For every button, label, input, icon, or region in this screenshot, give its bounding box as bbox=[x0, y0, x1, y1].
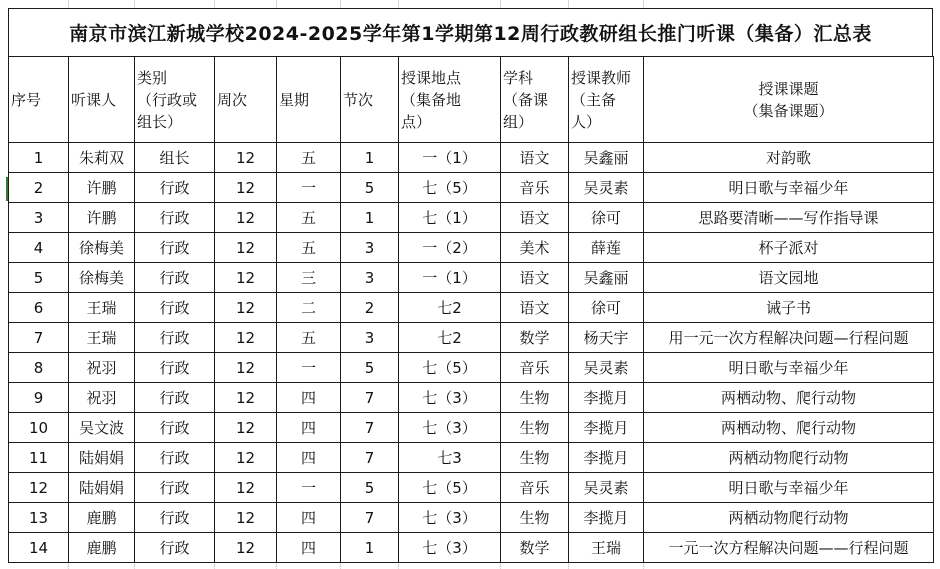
cell-weekday[interactable]: 四 bbox=[277, 443, 341, 473]
cell-period[interactable]: 2 bbox=[341, 293, 399, 323]
cell-subject[interactable]: 美术 bbox=[501, 233, 569, 263]
header-period[interactable]: 节次 bbox=[341, 57, 399, 143]
cell-week[interactable]: 12 bbox=[215, 143, 277, 173]
cell-topic[interactable]: 一元一次方程解决问题——行程问题 bbox=[644, 533, 934, 563]
table-row bbox=[9, 143, 934, 173]
cell-category[interactable]: 行政 bbox=[135, 323, 215, 353]
cell-week[interactable]: 12 bbox=[215, 383, 277, 413]
cell-teacher[interactable]: 王瑞 bbox=[569, 533, 644, 563]
cell-subject[interactable]: 音乐 bbox=[501, 473, 569, 503]
cell-listener[interactable]: 徐梅美 bbox=[69, 263, 135, 293]
cell-location[interactable]: 七（3） bbox=[399, 503, 501, 533]
cell-subject[interactable]: 生物 bbox=[501, 503, 569, 533]
cell-location[interactable]: 七3 bbox=[399, 443, 501, 473]
table-row bbox=[9, 233, 934, 263]
cell-period[interactable]: 7 bbox=[341, 413, 399, 443]
cell-week[interactable]: 12 bbox=[215, 233, 277, 263]
cell-weekday[interactable]: 四 bbox=[277, 503, 341, 533]
cell-week[interactable]: 12 bbox=[215, 533, 277, 563]
cell-topic[interactable]: 两栖动物、爬行动物 bbox=[644, 413, 934, 443]
table-row bbox=[9, 293, 934, 323]
header-row bbox=[9, 57, 934, 143]
cell-topic[interactable]: 对韵歌 bbox=[644, 143, 934, 173]
cell-no[interactable]: 3 bbox=[9, 203, 69, 233]
cell-teacher[interactable]: 吴灵素 bbox=[569, 473, 644, 503]
cell-topic[interactable]: 用一元一次方程解决问题—行程问题 bbox=[644, 323, 934, 353]
cell-topic[interactable]: 明日歌与幸福少年 bbox=[644, 173, 934, 203]
cell-listener[interactable]: 陆娟娟 bbox=[69, 473, 135, 503]
cell-period[interactable]: 5 bbox=[341, 173, 399, 203]
cell-listener[interactable]: 鹿鹏 bbox=[69, 503, 135, 533]
header-teacher[interactable]: 授课教师 （主备 人） bbox=[569, 57, 644, 143]
cell-subject[interactable]: 语文 bbox=[501, 293, 569, 323]
cell-listener[interactable]: 陆娟娟 bbox=[69, 443, 135, 473]
cell-category[interactable]: 行政 bbox=[135, 383, 215, 413]
cell-teacher[interactable]: 吴鑫丽 bbox=[569, 143, 644, 173]
header-weekday[interactable]: 星期 bbox=[277, 57, 341, 143]
cell-subject[interactable]: 生物 bbox=[501, 383, 569, 413]
cell-no[interactable]: 2 bbox=[9, 173, 69, 203]
cell-teacher[interactable]: 徐可 bbox=[569, 203, 644, 233]
cell-teacher[interactable]: 李揽月 bbox=[569, 413, 644, 443]
table-body bbox=[9, 143, 934, 563]
cell-listener[interactable]: 王瑞 bbox=[69, 293, 135, 323]
cell-no[interactable]: 7 bbox=[9, 323, 69, 353]
cell-location[interactable]: 一（2） bbox=[399, 233, 501, 263]
cell-no[interactable]: 12 bbox=[9, 473, 69, 503]
cell-location[interactable]: 七（3） bbox=[399, 383, 501, 413]
cell-week[interactable]: 12 bbox=[215, 323, 277, 353]
cell-subject[interactable]: 音乐 bbox=[501, 173, 569, 203]
cell-week[interactable]: 12 bbox=[215, 293, 277, 323]
cell-teacher[interactable]: 徐可 bbox=[569, 293, 644, 323]
header-listener[interactable]: 听课人 bbox=[69, 57, 135, 143]
cell-period[interactable]: 3 bbox=[341, 263, 399, 293]
table-row bbox=[9, 353, 934, 383]
cell-period[interactable]: 7 bbox=[341, 383, 399, 413]
cell-category[interactable]: 行政 bbox=[135, 533, 215, 563]
table-row bbox=[9, 323, 934, 353]
cell-category[interactable]: 组长 bbox=[135, 143, 215, 173]
cell-listener[interactable]: 祝羽 bbox=[69, 383, 135, 413]
cell-weekday[interactable]: 五 bbox=[277, 203, 341, 233]
cell-listener[interactable]: 王瑞 bbox=[69, 323, 135, 353]
cell-no[interactable]: 11 bbox=[9, 443, 69, 473]
summary-table bbox=[8, 56, 934, 563]
cell-teacher[interactable]: 李揽月 bbox=[569, 443, 644, 473]
cell-location[interactable]: 七（3） bbox=[399, 413, 501, 443]
cell-topic[interactable]: 杯子派对 bbox=[644, 233, 934, 263]
cell-location[interactable]: 七2 bbox=[399, 293, 501, 323]
table-row bbox=[9, 443, 934, 473]
cell-week[interactable]: 12 bbox=[215, 173, 277, 203]
cell-teacher[interactable]: 李揽月 bbox=[569, 503, 644, 533]
cell-topic[interactable]: 明日歌与幸福少年 bbox=[644, 473, 934, 503]
header-week[interactable]: 周次 bbox=[215, 57, 277, 143]
cell-listener[interactable]: 鹿鹏 bbox=[69, 533, 135, 563]
cell-weekday[interactable]: 四 bbox=[277, 383, 341, 413]
cell-week[interactable]: 12 bbox=[215, 263, 277, 293]
cell-topic[interactable]: 两栖动物、爬行动物 bbox=[644, 383, 934, 413]
cell-weekday[interactable]: 一 bbox=[277, 173, 341, 203]
cell-teacher[interactable]: 李揽月 bbox=[569, 383, 644, 413]
cell-category[interactable]: 行政 bbox=[135, 443, 215, 473]
cell-category[interactable]: 行政 bbox=[135, 473, 215, 503]
cell-week[interactable]: 12 bbox=[215, 473, 277, 503]
cell-week[interactable]: 12 bbox=[215, 353, 277, 383]
cell-location[interactable]: 七（5） bbox=[399, 473, 501, 503]
cell-weekday[interactable]: 二 bbox=[277, 293, 341, 323]
cell-no[interactable]: 9 bbox=[9, 383, 69, 413]
cell-location[interactable]: 一（1） bbox=[399, 263, 501, 293]
cell-category[interactable]: 行政 bbox=[135, 353, 215, 383]
cell-weekday[interactable]: 四 bbox=[277, 413, 341, 443]
cell-period[interactable]: 1 bbox=[341, 143, 399, 173]
cell-week[interactable]: 12 bbox=[215, 413, 277, 443]
cell-subject[interactable]: 语文 bbox=[501, 143, 569, 173]
cell-location[interactable]: 七（5） bbox=[399, 353, 501, 383]
cell-weekday[interactable]: 五 bbox=[277, 143, 341, 173]
table-row bbox=[9, 263, 934, 293]
cell-subject[interactable]: 数学 bbox=[501, 533, 569, 563]
cell-teacher[interactable]: 吴灵素 bbox=[569, 353, 644, 383]
cell-no[interactable]: 10 bbox=[9, 413, 69, 443]
cell-period[interactable]: 1 bbox=[341, 533, 399, 563]
cell-no[interactable]: 13 bbox=[9, 503, 69, 533]
header-location[interactable]: 授课地点 （集备地 点） bbox=[399, 57, 501, 143]
cell-no[interactable]: 4 bbox=[9, 233, 69, 263]
cell-period[interactable]: 1 bbox=[341, 203, 399, 233]
cell-category[interactable]: 行政 bbox=[135, 503, 215, 533]
cell-topic[interactable]: 诫子书 bbox=[644, 293, 934, 323]
cell-no[interactable]: 8 bbox=[9, 353, 69, 383]
cell-subject[interactable]: 语文 bbox=[501, 263, 569, 293]
cell-period[interactable]: 3 bbox=[341, 233, 399, 263]
cell-topic[interactable]: 语文园地 bbox=[644, 263, 934, 293]
table-row bbox=[9, 533, 934, 563]
cell-week[interactable]: 12 bbox=[215, 203, 277, 233]
cell-no[interactable]: 6 bbox=[9, 293, 69, 323]
cell-weekday[interactable]: 一 bbox=[277, 353, 341, 383]
table-row bbox=[9, 383, 934, 413]
cell-category[interactable]: 行政 bbox=[135, 233, 215, 263]
cell-listener[interactable]: 徐梅美 bbox=[69, 233, 135, 263]
sheet-title[interactable]: 南京市滨江新城学校2024-2025学年第1学期第12周行政教研组长推门听课（集备）汇总表 bbox=[8, 8, 933, 56]
cell-week[interactable]: 12 bbox=[215, 443, 277, 473]
cell-weekday[interactable]: 一 bbox=[277, 473, 341, 503]
cell-listener[interactable]: 祝羽 bbox=[69, 353, 135, 383]
table-row bbox=[9, 503, 934, 533]
cell-no[interactable]: 14 bbox=[9, 533, 69, 563]
cell-subject[interactable]: 语文 bbox=[501, 203, 569, 233]
cell-listener[interactable]: 许鹏 bbox=[69, 173, 135, 203]
cell-subject[interactable]: 数学 bbox=[501, 323, 569, 353]
cell-location[interactable]: 一（1） bbox=[399, 143, 501, 173]
cell-listener[interactable]: 吴文波 bbox=[69, 413, 135, 443]
cell-period[interactable]: 3 bbox=[341, 323, 399, 353]
cell-teacher[interactable]: 薛莲 bbox=[569, 233, 644, 263]
cell-period[interactable]: 7 bbox=[341, 443, 399, 473]
cell-teacher[interactable]: 吴鑫丽 bbox=[569, 263, 644, 293]
cell-location[interactable]: 七（5） bbox=[399, 173, 501, 203]
table-row bbox=[9, 203, 934, 233]
table-row bbox=[9, 473, 934, 503]
cell-weekday[interactable]: 五 bbox=[277, 323, 341, 353]
cell-location[interactable]: 七2 bbox=[399, 323, 501, 353]
cell-week[interactable]: 12 bbox=[215, 503, 277, 533]
header-no[interactable]: 序号 bbox=[9, 57, 69, 143]
cell-category[interactable]: 行政 bbox=[135, 293, 215, 323]
cell-period[interactable]: 7 bbox=[341, 503, 399, 533]
cell-category[interactable]: 行政 bbox=[135, 203, 215, 233]
cell-location[interactable]: 七（1） bbox=[399, 203, 501, 233]
cell-category[interactable]: 行政 bbox=[135, 413, 215, 443]
cell-topic[interactable]: 两栖动物爬行动物 bbox=[644, 443, 934, 473]
cell-category[interactable]: 行政 bbox=[135, 263, 215, 293]
cell-subject[interactable]: 音乐 bbox=[501, 353, 569, 383]
cell-teacher[interactable]: 吴灵素 bbox=[569, 173, 644, 203]
cell-period[interactable]: 5 bbox=[341, 353, 399, 383]
cell-no[interactable]: 5 bbox=[9, 263, 69, 293]
cell-subject[interactable]: 生物 bbox=[501, 413, 569, 443]
cell-no[interactable]: 1 bbox=[9, 143, 69, 173]
cell-topic[interactable]: 思路要清晰——写作指导课 bbox=[644, 203, 934, 233]
cell-listener[interactable]: 许鹏 bbox=[69, 203, 135, 233]
cell-weekday[interactable]: 四 bbox=[277, 533, 341, 563]
cell-topic[interactable]: 明日歌与幸福少年 bbox=[644, 353, 934, 383]
header-topic[interactable]: 授课课题 （集备课题） bbox=[644, 57, 934, 143]
cell-weekday[interactable]: 三 bbox=[277, 263, 341, 293]
cell-teacher[interactable]: 杨天宇 bbox=[569, 323, 644, 353]
cell-category[interactable]: 行政 bbox=[135, 173, 215, 203]
table-row bbox=[9, 413, 934, 443]
header-category[interactable]: 类别 （行政或 组长） bbox=[135, 57, 215, 143]
header-subject[interactable]: 学科 （备课 组） bbox=[501, 57, 569, 143]
cell-subject[interactable]: 生物 bbox=[501, 443, 569, 473]
cell-weekday[interactable]: 五 bbox=[277, 233, 341, 263]
cell-location[interactable]: 七（3） bbox=[399, 533, 501, 563]
table-row bbox=[9, 173, 934, 203]
cell-period[interactable]: 5 bbox=[341, 473, 399, 503]
cell-topic[interactable]: 两栖动物爬行动物 bbox=[644, 503, 934, 533]
cell-listener[interactable]: 朱莉双 bbox=[69, 143, 135, 173]
